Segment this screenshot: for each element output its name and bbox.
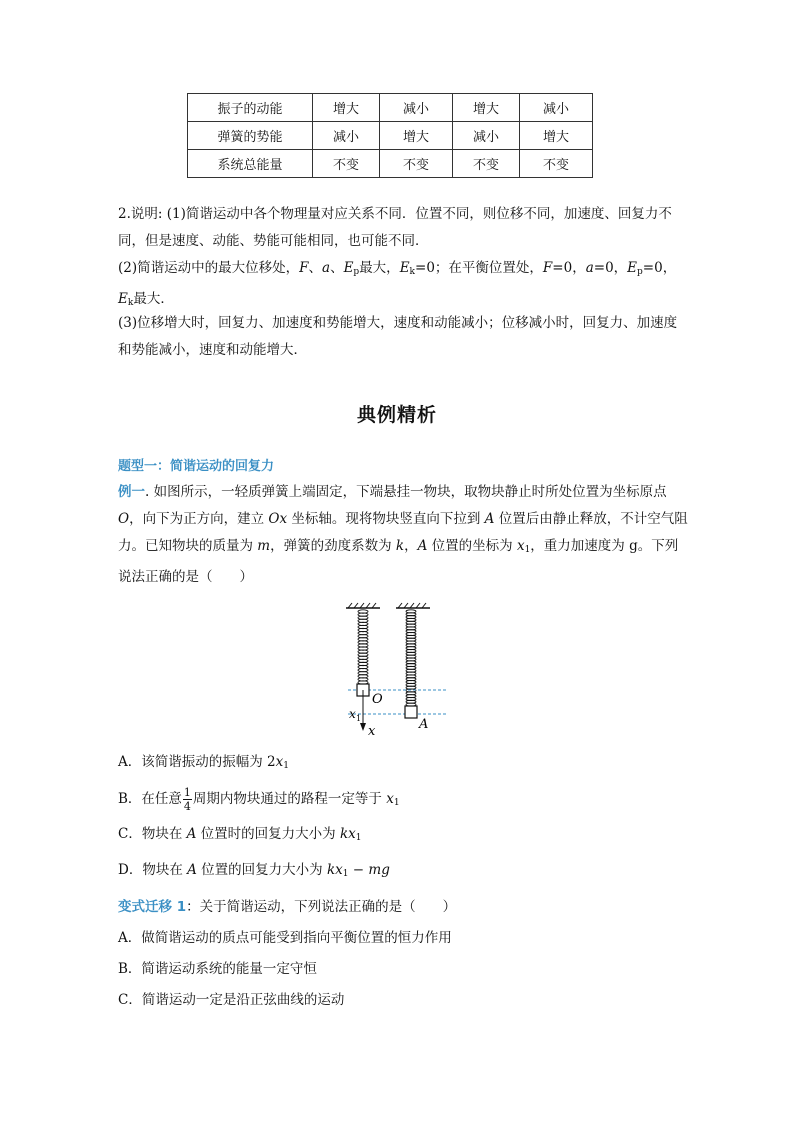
spring-diagram [340,602,455,737]
variant-question [118,897,456,917]
question-text: 坐标轴。现将物块竖直向下拉到 [287,511,485,527]
fraction-one-quarter [183,786,192,813]
option-text: 周期内物块通过的路程一定等于 [192,791,387,807]
table-cell: 不变 [380,150,453,178]
note-text: =0， [593,260,628,276]
fraction-numerator: 1 [183,786,191,799]
subscript: 1 [283,761,289,771]
subscript: p [353,267,360,277]
option-B[interactable] [118,786,400,813]
fraction-denominator: 4 [183,800,191,813]
question-text: 位置的坐标为 [427,538,517,554]
option-C[interactable] [118,824,362,848]
symbol-x: x [386,791,394,807]
variant-lead: 变式迁移 1 [118,899,187,915]
symbol-a: a [322,260,331,276]
symbol-kx: kx [339,826,356,842]
subscript: 1 [342,869,349,879]
subscript: 1 [524,545,531,555]
symbol-a: a [585,260,594,276]
option-text: A．该简谐振动的振幅为 2 [118,754,276,770]
note-text: 、 [308,260,322,276]
table-row [188,150,593,178]
option-text: 位置时的回复力大小为 [196,826,340,842]
question-text: 位置后由静止释放，不计空气阻力。已知物块的质量为 [118,511,688,554]
question-text: ，弹簧的劲度系数为 [270,538,396,554]
row-label: 弹簧的势能 [188,122,313,150]
spring-left [358,610,368,684]
option-text: B．在任意 [118,791,182,807]
table-cell: 不变 [520,150,593,178]
note-paragraph-1: 2.说明: (1)简谐运动中各个物理量对应关系不同．位置不同，则位移不同，加速度、回复力不同，但是速度、动能、势能可能相同，也可能不同． [118,206,672,249]
symbol-F: F [299,260,309,276]
table-cell: 增大 [313,94,380,122]
label-O: O [372,692,383,707]
option-D[interactable] [118,860,390,884]
subscript: 1 [393,798,400,808]
note-text: (2)简谐运动中的最大位移处， [118,260,300,276]
energy-table [187,93,593,178]
table-cell: 不变 [453,150,520,178]
table-cell: 增大 [453,94,520,122]
symbol-kx: kx [326,862,343,878]
block-at-A [405,706,417,718]
note-text: =0；在平衡位置处， [415,260,543,276]
subscript: k [409,267,416,277]
subscript: 1 [355,833,362,843]
note-text: 最大． [133,291,174,307]
type-heading: 题型一：简谐运动的回复力 [118,459,275,474]
symbol-E: E [627,260,638,276]
variant-option-A[interactable]: A．做简谐运动的质点可能受到指向平衡位置的恒力作用 [118,930,452,946]
note-paragraph-3: (3)位移增大时，回复力、加速度和势能增大，速度和动能减小；位移减小时，回复力、加速度和势能减小，速度和动能增大． [118,315,678,358]
table-row [188,122,593,150]
note-text: 、 [330,260,344,276]
table-cell: 增大 [520,122,593,150]
symbol-A: A [484,511,495,527]
energy-table-body [188,94,593,178]
table-cell: 增大 [380,122,453,150]
note-text: 最大， [359,260,400,276]
symbol-A: A [186,826,197,842]
option-text: C．物块在 [118,826,187,842]
table-row [188,94,593,122]
symbol-k: k [395,538,405,554]
variant-option-C[interactable]: C．简谐运动一定是沿正弦曲线的运动 [118,992,345,1008]
option-A[interactable] [118,752,289,776]
symbol-Ox: Ox [268,511,288,527]
symbol-E: E [343,260,354,276]
symbol-F: F [542,260,553,276]
label-x1-sub: 1 [356,714,362,723]
note-text: =0， [552,260,586,276]
question-text: ，向下为正方向，建立 [129,511,269,527]
example-lead: 例一 [118,484,145,500]
row-label: 系统总能量 [188,150,313,178]
table-cell: 不变 [313,150,380,178]
subscript: k [127,298,134,308]
spring-figure [340,602,455,741]
table-cell: 减小 [520,94,593,122]
option-text: D．物块在 [118,862,188,878]
symbol-A: A [187,862,197,878]
symbol-x: x [516,538,525,554]
note-text: =0， [642,260,677,276]
label-x1: x [349,707,356,721]
example-question [118,479,688,591]
question-text: ：关于简谐运动，下列说法正确的是（ ） [186,899,457,915]
symbol-mg: − mg [348,862,390,878]
x-axis-arrow [360,723,366,731]
label-x: x [368,724,376,737]
question-text: ， [404,538,418,554]
symbol-m: m [257,538,271,554]
symbol-O: O [118,511,130,527]
spring-right [406,610,416,706]
subscript: p [637,267,643,277]
variant-option-B[interactable]: B．简谐运动系统的能量一定守恒 [118,961,317,977]
option-text: 位置的回复力大小为 [196,862,327,878]
question-text: . 如图所示，一轻质弹簧上端固定，下端悬挂一物块，取物块静止时所处位置为坐标原点 [145,484,667,500]
section-title: 典例精析 [356,404,437,426]
table-cell: 减小 [313,122,380,150]
row-label: 振子的动能 [188,94,313,122]
label-A: A [419,717,429,732]
table-cell: 减小 [380,94,453,122]
question-text: ，重力加速度为 g。下列说法正确的是（ ） [118,538,679,585]
note-paragraph-2 [118,255,688,317]
table-cell: 减小 [453,122,520,150]
symbol-x: x [275,754,284,770]
symbol-E: E [399,260,410,276]
symbol-E: E [118,291,128,307]
symbol-A: A [417,538,428,554]
